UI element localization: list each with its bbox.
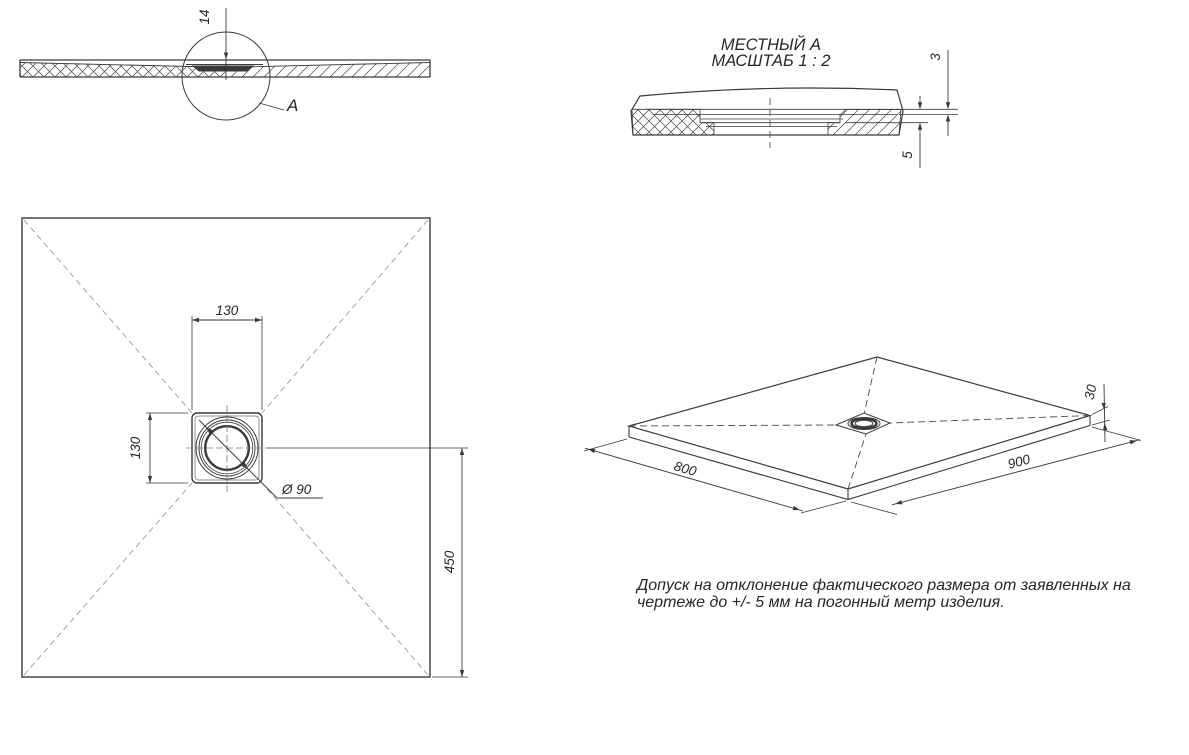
arrow-130h-right <box>255 318 262 322</box>
detail-callout-label: A <box>287 96 299 115</box>
plan-dim130v-ext <box>146 413 188 483</box>
iso-width-label: 800 <box>672 458 699 480</box>
plan-dim130h-ext <box>192 316 262 410</box>
detail-view <box>631 35 958 168</box>
arrow-900-left <box>895 500 902 504</box>
arrow-450-bottom <box>460 670 464 677</box>
arrow-dim5-bottom <box>918 123 922 130</box>
detail-rim-dim-label: 3 <box>928 53 943 61</box>
plan-center-to-edge-label: 450 <box>442 550 457 574</box>
plan-drain-width-label: 130 <box>215 303 239 318</box>
detail-hatch-left <box>632 109 714 135</box>
iso-view <box>584 357 1141 515</box>
detail-view-title: МЕСТНЫЙ А <box>720 36 822 54</box>
arrow-30-bottom <box>1103 423 1107 430</box>
iso-dim30-ext <box>1092 407 1110 426</box>
arrow-dim3-top <box>946 102 950 109</box>
arrow-800-right <box>793 506 800 510</box>
arrow-dim5-top <box>918 102 922 109</box>
section-view <box>20 8 430 120</box>
plan-drain-diameter-label: Ø 90 <box>282 482 312 497</box>
tolerance-note-line1: Допуск на отклонение фактического размера от заявленных на <box>637 577 1131 594</box>
section-drain-cover <box>193 66 253 71</box>
detail-leader <box>259 103 284 110</box>
arrow-130h-left <box>192 318 199 322</box>
arrow-450-top <box>460 448 464 455</box>
plan-view <box>22 218 468 677</box>
iso-dim30-line <box>1104 384 1105 442</box>
detail-recess-dim-label: 5 <box>900 151 915 159</box>
detail-view-scale: МАСШТАБ 1 : 2 <box>711 52 831 70</box>
arrow-800-left <box>588 449 595 453</box>
arrow-130v-top <box>148 413 152 420</box>
detail-hatch-right <box>828 110 901 136</box>
iso-thickness-label: 30 <box>1081 383 1100 401</box>
arrow-900-right <box>1130 440 1137 444</box>
plan-drain-height-label: 130 <box>128 436 143 460</box>
arrow-130v-bottom <box>148 476 152 483</box>
iso-depth-label: 900 <box>1006 451 1032 472</box>
tolerance-note <box>635 577 1131 611</box>
arrow-dim3-bottom <box>946 115 950 122</box>
arrow-depth <box>224 53 228 60</box>
section-depth-dim-label: 14 <box>197 9 212 25</box>
tolerance-note-line2: чертеже до +/- 5 мм на погонный метр изделия. <box>637 594 1005 611</box>
